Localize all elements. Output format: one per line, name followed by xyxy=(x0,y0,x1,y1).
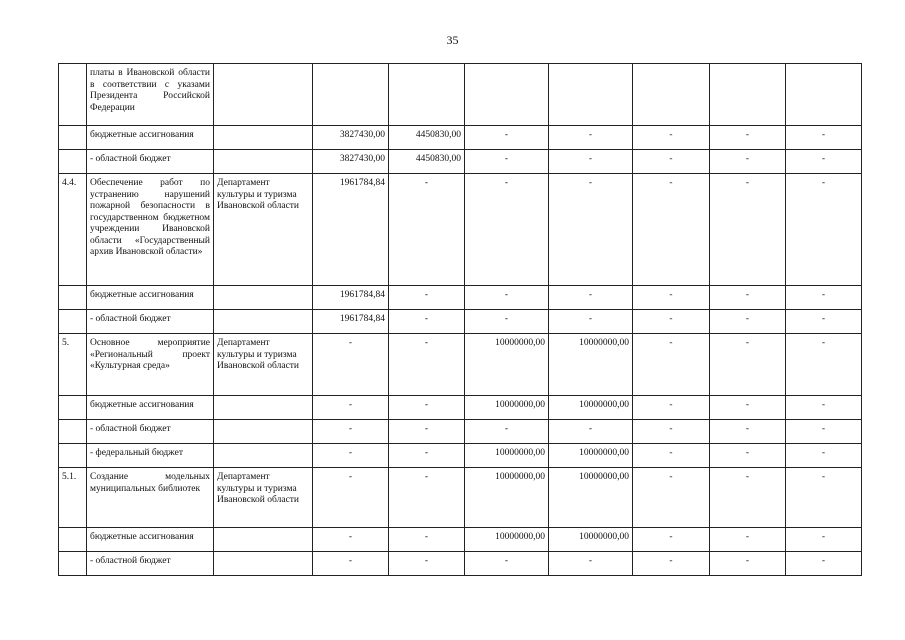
row-number-cell xyxy=(59,444,87,468)
amount-cell: 10000000,00 xyxy=(465,444,549,468)
amount-cell xyxy=(313,64,389,126)
event-name-cell: - федеральный бюджет xyxy=(87,444,214,468)
budget-table-body xyxy=(59,64,862,576)
amount-cell: - xyxy=(710,396,786,420)
amount-cell: - xyxy=(633,126,710,150)
amount-cell: - xyxy=(710,444,786,468)
amount-cell: - xyxy=(786,126,862,150)
executor-cell: Департамент культуры и туризма Ивановской области xyxy=(214,174,313,286)
amount-cell: - xyxy=(389,396,465,420)
amount-cell xyxy=(465,64,549,126)
amount-cell: 10000000,00 xyxy=(465,528,549,552)
amount-cell: 10000000,00 xyxy=(549,396,633,420)
amount-cell: - xyxy=(313,528,389,552)
amount-cell: - xyxy=(633,334,710,396)
amount-cell: - xyxy=(465,420,549,444)
row-number-cell xyxy=(59,310,87,334)
amount-cell: - xyxy=(786,420,862,444)
budget-table xyxy=(58,63,862,576)
amount-cell: - xyxy=(633,420,710,444)
executor-cell: Департамент культуры и туризма Ивановской области xyxy=(214,334,313,396)
amount-cell: - xyxy=(786,334,862,396)
amount-cell: - xyxy=(710,552,786,576)
amount-cell: - xyxy=(786,286,862,310)
amount-cell: - xyxy=(465,174,549,286)
amount-cell: - xyxy=(710,150,786,174)
amount-cell xyxy=(389,64,465,126)
amount-cell: - xyxy=(710,468,786,528)
executor-cell xyxy=(214,396,313,420)
table-row xyxy=(59,150,862,174)
amount-cell: - xyxy=(313,444,389,468)
executor-cell xyxy=(214,310,313,334)
amount-cell: - xyxy=(633,552,710,576)
amount-cell: - xyxy=(465,552,549,576)
table-row xyxy=(59,334,862,396)
amount-cell: - xyxy=(549,552,633,576)
amount-cell: - xyxy=(786,552,862,576)
amount-cell: - xyxy=(633,286,710,310)
amount-cell: - xyxy=(710,528,786,552)
amount-cell: - xyxy=(786,468,862,528)
amount-cell: - xyxy=(786,174,862,286)
amount-cell: - xyxy=(313,552,389,576)
amount-cell: - xyxy=(710,174,786,286)
amount-cell: - xyxy=(389,334,465,396)
event-name-cell: - областной бюджет xyxy=(87,420,214,444)
amount-cell: - xyxy=(710,310,786,334)
amount-cell: - xyxy=(465,150,549,174)
row-number-cell: 5.1. xyxy=(59,468,87,528)
amount-cell: - xyxy=(389,174,465,286)
amount-cell: - xyxy=(633,468,710,528)
amount-cell: 10000000,00 xyxy=(465,396,549,420)
amount-cell: 10000000,00 xyxy=(549,528,633,552)
amount-cell: 3827430,00 xyxy=(313,150,389,174)
event-name-cell: бюджетные ассигнования xyxy=(87,396,214,420)
row-number-cell xyxy=(59,396,87,420)
amount-cell: - xyxy=(633,174,710,286)
amount-cell: - xyxy=(313,468,389,528)
amount-cell: - xyxy=(313,334,389,396)
amount-cell: 1961784,84 xyxy=(313,286,389,310)
amount-cell: 4450830,00 xyxy=(389,150,465,174)
row-number-cell xyxy=(59,286,87,310)
row-number-cell xyxy=(59,64,87,126)
executor-cell xyxy=(214,552,313,576)
event-name-cell: Основное мероприятие «Региональный проект «Культурная среда» xyxy=(87,334,214,396)
amount-cell: - xyxy=(710,420,786,444)
table-row xyxy=(59,310,862,334)
event-name-cell: бюджетные ассигнования xyxy=(87,126,214,150)
amount-cell: - xyxy=(549,420,633,444)
table-row xyxy=(59,286,862,310)
amount-cell: - xyxy=(549,126,633,150)
amount-cell: - xyxy=(710,126,786,150)
amount-cell: - xyxy=(633,444,710,468)
amount-cell xyxy=(786,64,862,126)
event-name-cell: бюджетные ассигнования xyxy=(87,286,214,310)
amount-cell: 10000000,00 xyxy=(549,334,633,396)
amount-cell xyxy=(633,64,710,126)
amount-cell: - xyxy=(389,420,465,444)
amount-cell: - xyxy=(389,552,465,576)
row-number-cell: 4.4. xyxy=(59,174,87,286)
executor-cell xyxy=(214,444,313,468)
executor-cell xyxy=(214,64,313,126)
table-row xyxy=(59,528,862,552)
table-row xyxy=(59,420,862,444)
amount-cell: - xyxy=(633,310,710,334)
table-row xyxy=(59,468,862,528)
amount-cell: 1961784,84 xyxy=(313,310,389,334)
amount-cell: - xyxy=(549,150,633,174)
executor-cell xyxy=(214,126,313,150)
amount-cell: - xyxy=(313,420,389,444)
amount-cell: - xyxy=(786,150,862,174)
table-row xyxy=(59,126,862,150)
executor-cell xyxy=(214,528,313,552)
amount-cell: - xyxy=(710,286,786,310)
event-name-cell: платы в Ивановской области в соответствии с указами Президента Российской Федерации xyxy=(87,64,214,126)
amount-cell: - xyxy=(633,150,710,174)
amount-cell: - xyxy=(389,286,465,310)
amount-cell: - xyxy=(549,286,633,310)
row-number-cell xyxy=(59,528,87,552)
table-row xyxy=(59,444,862,468)
amount-cell: 10000000,00 xyxy=(549,468,633,528)
amount-cell: - xyxy=(786,396,862,420)
amount-cell: - xyxy=(786,528,862,552)
row-number-cell xyxy=(59,552,87,576)
amount-cell: - xyxy=(389,444,465,468)
amount-cell: - xyxy=(549,310,633,334)
row-number-cell xyxy=(59,420,87,444)
row-number-cell xyxy=(59,150,87,174)
amount-cell: - xyxy=(710,334,786,396)
amount-cell: - xyxy=(786,310,862,334)
amount-cell: 10000000,00 xyxy=(465,468,549,528)
row-number-cell xyxy=(59,126,87,150)
event-name-cell: - областной бюджет xyxy=(87,552,214,576)
amount-cell: - xyxy=(465,126,549,150)
amount-cell: - xyxy=(465,310,549,334)
amount-cell xyxy=(710,64,786,126)
amount-cell: 3827430,00 xyxy=(313,126,389,150)
executor-cell: Департамент культуры и туризма Ивановской области xyxy=(214,468,313,528)
executor-cell xyxy=(214,420,313,444)
page-number: 35 xyxy=(446,33,459,47)
event-name-cell: бюджетные ассигнования xyxy=(87,528,214,552)
amount-cell: - xyxy=(786,444,862,468)
event-name-cell: - областной бюджет xyxy=(87,310,214,334)
event-name-cell: - областной бюджет xyxy=(87,150,214,174)
amount-cell: - xyxy=(633,396,710,420)
amount-cell: 4450830,00 xyxy=(389,126,465,150)
amount-cell: - xyxy=(313,396,389,420)
amount-cell: - xyxy=(389,528,465,552)
event-name-cell: Обеспечение работ по устранению нарушений пожарной безопасности в государственном бюджетном учреждении Ивановской области «Государственный архив Ивановской области» xyxy=(87,174,214,286)
amount-cell: 1961784,84 xyxy=(313,174,389,286)
amount-cell: 10000000,00 xyxy=(549,444,633,468)
table-row xyxy=(59,174,862,286)
executor-cell xyxy=(214,150,313,174)
amount-cell: - xyxy=(633,528,710,552)
amount-cell: - xyxy=(389,468,465,528)
amount-cell xyxy=(549,64,633,126)
amount-cell: - xyxy=(549,174,633,286)
table-row xyxy=(59,552,862,576)
event-name-cell: Создание модельных муниципальных библиотек xyxy=(87,468,214,528)
amount-cell: 10000000,00 xyxy=(465,334,549,396)
executor-cell xyxy=(214,286,313,310)
amount-cell: - xyxy=(389,310,465,334)
row-number-cell: 5. xyxy=(59,334,87,396)
table-row xyxy=(59,396,862,420)
amount-cell: - xyxy=(465,286,549,310)
table-row xyxy=(59,64,862,126)
